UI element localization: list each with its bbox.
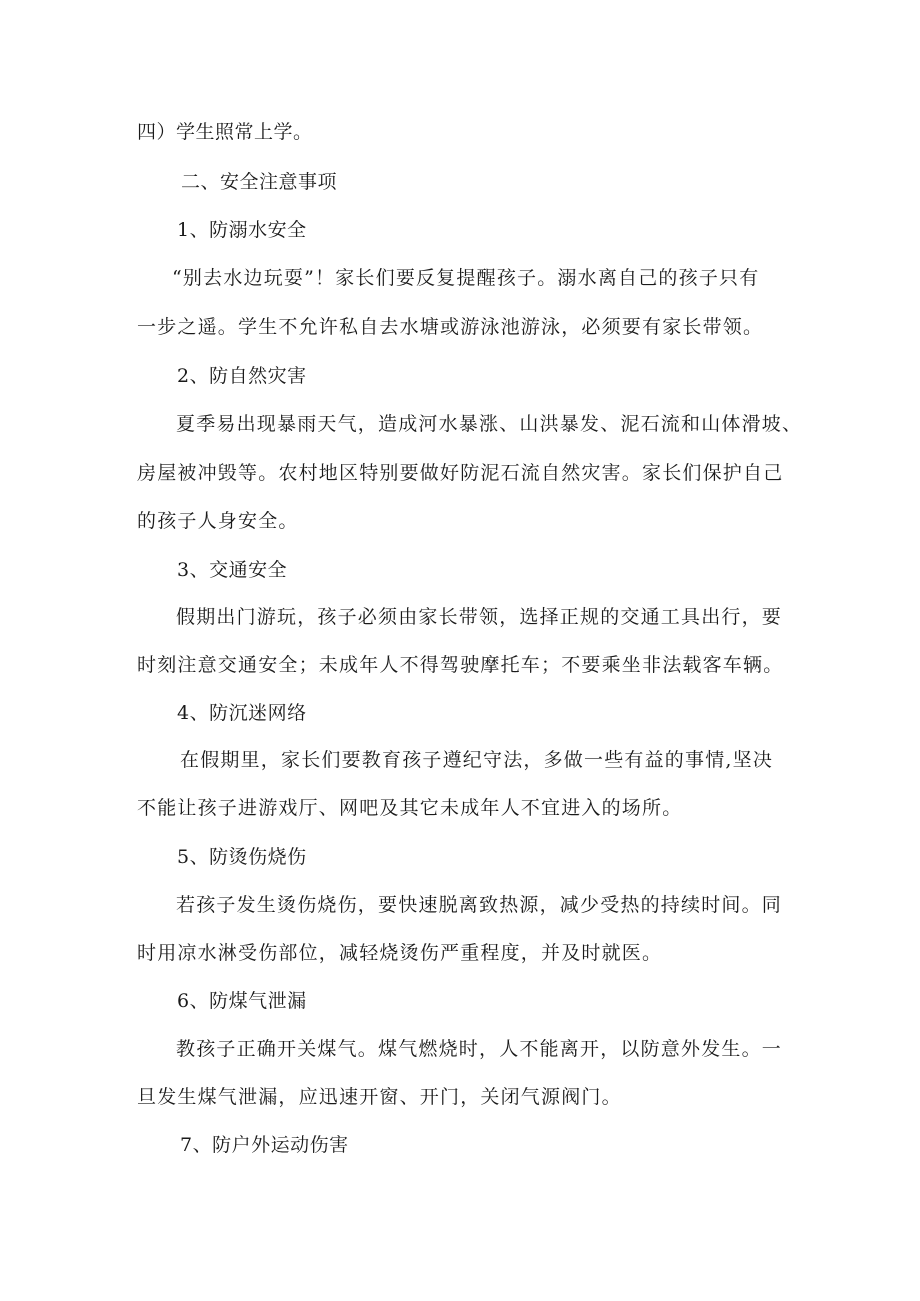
text-line: 旦发生煤气泄漏，应迅速开窗、开门，关闭气源阀门。 bbox=[137, 1086, 622, 1108]
text-line: 夏季易出现暴雨天气，造成河水暴涨、山洪暴发、泥石流和山体滑坡、 bbox=[176, 413, 803, 435]
subsection-heading: 6、防煤气泄漏 bbox=[177, 990, 307, 1012]
text-line: 假期出门游玩，孩子必须由家长带领，选择正规的交通工具出行，要 bbox=[176, 606, 783, 628]
subsection-heading: 2、防自然灾害 bbox=[177, 365, 307, 387]
text-line: 的孩子人身安全。 bbox=[137, 510, 299, 532]
subsection-heading: 4、防沉迷网络 bbox=[177, 702, 307, 724]
section-heading: 二、安全注意事项 bbox=[181, 171, 338, 193]
text-line: 不能让孩子进游戏厅、网吧及其它未成年人不宜进入的场所。 bbox=[137, 797, 683, 819]
subsection-heading: 7、防户外运动伤害 bbox=[180, 1134, 349, 1156]
text-line: 一步之遥。学生不允许私自去水塘或游泳池游泳，必须要有家长带领。 bbox=[137, 316, 764, 338]
text-line: 在假期里，家长们要教育孩子遵纪守法，多做一些有益的事情,坚决 bbox=[180, 749, 774, 771]
text-line: 教孩子正确开关煤气。煤气燃烧时，人不能离开，以防意外发生。一 bbox=[176, 1038, 783, 1060]
text-line: 时用凉水淋受伤部位，减轻烧烫伤严重程度，并及时就医。 bbox=[137, 942, 663, 964]
text-line: 四）学生照常上学。 bbox=[137, 121, 313, 143]
text-line: 房屋被冲毁等。农村地区特别要做好防泥石流自然灾害。家长们保护自己 bbox=[137, 462, 784, 484]
text-line: “别去水边玩耍”！家长们要反复提醒孩子。溺水离自己的孩子只有 bbox=[172, 267, 760, 289]
text-line: 时刻注意交通安全；未成年人不得驾驶摩托车；不要乘坐非法载客车辆。 bbox=[137, 654, 784, 676]
text-line: 若孩子发生烫伤烧伤，要快速脱离致热源，减少受热的持续时间。同 bbox=[176, 894, 783, 916]
subsection-heading: 1、防溺水安全 bbox=[177, 219, 307, 241]
subsection-heading: 3、交通安全 bbox=[177, 559, 288, 581]
subsection-heading: 5、防烫伤烧伤 bbox=[177, 846, 307, 868]
